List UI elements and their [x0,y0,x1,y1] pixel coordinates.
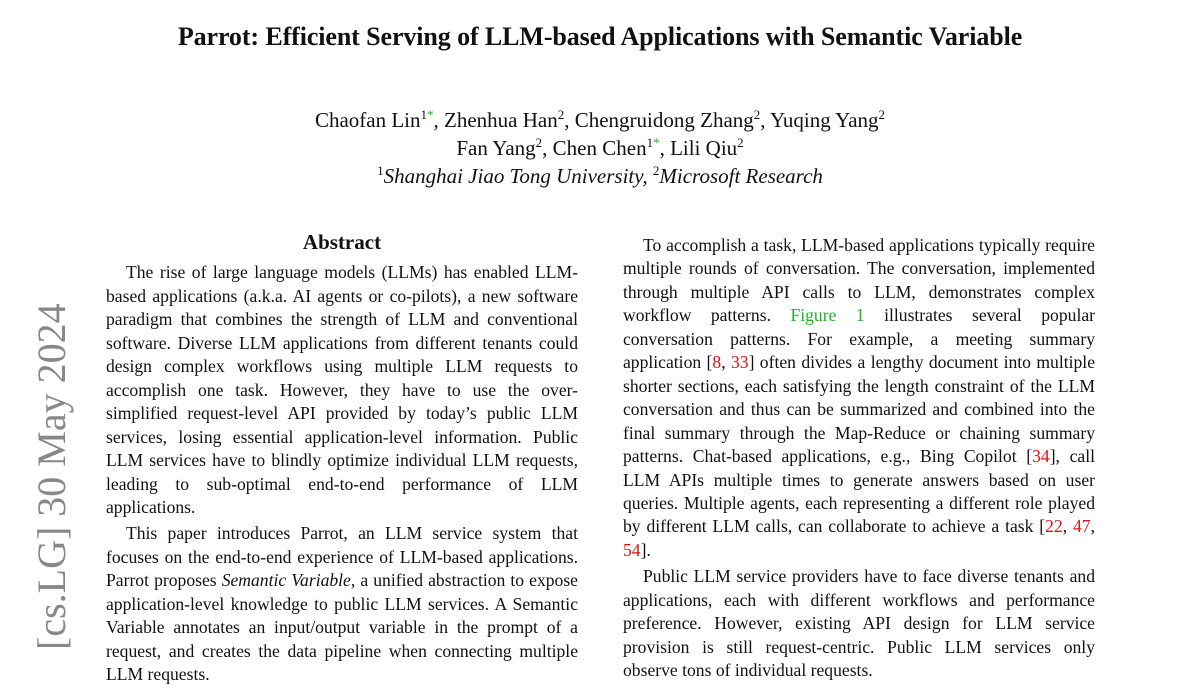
authors-line-2 [0,134,1200,162]
figure-link[interactable]: Figure 1 [790,305,865,326]
affiliation-name: Microsoft Research [659,164,823,188]
citation-link[interactable]: 8 [712,352,722,373]
right-column [623,234,1095,686]
affiliations [0,162,1200,190]
text-run: ]. [640,539,651,560]
arxiv-stamp: [cs.LG] 30 May 2024 [29,303,74,650]
text-run: The rise of large language models (LLMs) has enabled LLM-based applications (a.k.a. AI agents or co-pilots), a new software paradigm that combines the strength of LLM and conventional software. Diverse LLM applications from different tenants could design complex workflows using multiple LLM requests to accomplish one task. However, they have to use the over-simplified request-level API provided by today’s public LLM services, losing essential application-level information. Public LLM services have to blindly optimize individual LLM requests, leading to sub-optimal end-to-end performance of LLM applications. [106,262,578,517]
author-separator: , [542,136,553,160]
corresponding-author-mark: * [427,107,434,122]
paragraph [106,261,578,519]
affiliation-name: Shanghai Jiao Tong University, [383,164,648,188]
left-column [106,231,578,690]
text-run: Public LLM service providers have to face diverse tenants and applications, each with different workflows and performance preference. However, existing API design for LLM service provision is still request-centric. Public LLM services only observe tons of individual requests. [623,566,1095,681]
author-separator: , [659,136,671,160]
author-name: Chen Chen [552,136,647,160]
authors-line-1 [0,106,1200,134]
text-run: , [721,352,731,373]
text-run: illustrates several popular conversation patterns. For example, a meeting summary application [ [623,305,1095,373]
author-separator: , [760,108,771,132]
paper-title: Parrot: Efficient Serving of LLM-based Applications with Semantic Variable [177,22,1023,51]
author-name: Fan Yang [456,136,536,160]
author-name: Chaofan Lin [314,108,421,132]
author-name: Lili Qiu [670,136,738,160]
citation-link[interactable]: 47 [1073,516,1091,537]
author-separator: , [433,108,444,132]
author-affiliation-mark: 2 [753,107,761,122]
text-run: , [1090,516,1096,537]
author-affiliation-mark: 2 [878,107,886,122]
author-affiliation-mark: 1 [420,107,427,122]
text-run: To accomplish a task, LLM-based applications typically require multiple rounds of conversation. The conversation, implemented through multiple API calls to LLM, demonstrates complex workflow patterns. [623,235,1095,326]
author-separator: , [564,108,575,132]
affiliation-mark: 2 [652,163,660,178]
paragraph [106,522,578,686]
introduction-body [623,234,1095,683]
author-name: Chengruidong Zhang [574,108,754,132]
citation-link[interactable]: 34 [1032,446,1050,467]
text-run: This paper introduces Parrot, an LLM service system that focuses on the end-to-end experience of LLM-based applications. Parrot proposes [106,523,578,591]
abstract-heading: Abstract [302,230,382,254]
author-name: Zhenhua Han [444,108,558,132]
paragraph [623,234,1095,562]
author-affiliation-mark: 2 [557,107,565,122]
affiliation-mark: 1 [377,163,384,178]
text-run: ], call LLM APIs multiple times to generate answers based on user queries. Multiple agents, each representing a different role played by different LLM calls, can collaborate to achieve a task [ [623,446,1095,537]
author-affiliation-mark: 2 [535,135,543,150]
paragraph [623,565,1095,682]
author-name: Yuqing Yang [770,108,879,132]
text-run: , a unified abstraction to expose application-level knowledge to public LLM services. A Semantic Variable annotates an input/output variable in the prompt of a request, and creates the data pipeline when connecting multiple LLM requests. [106,570,578,685]
corresponding-author-mark: * [653,135,660,150]
author-block [0,106,1200,190]
citation-link[interactable]: 22 [1045,516,1063,537]
abstract-body [106,261,578,686]
emphasized-term: Semantic Variable [221,570,351,591]
author-affiliation-mark: 1 [646,135,654,150]
citation-link[interactable]: 33 [730,352,749,373]
citation-link[interactable]: 54 [623,539,641,560]
author-affiliation-mark: 2 [737,135,744,150]
text-run: ] often divides a lengthy document into multiple shorter sections, each satisfying the length constraint of the LLM conversation and thus can be summarized and combined into the final summary through the Map-Reduce or chaining summary patterns. Chat-based applications, e.g., Bing Copilot [ [623,352,1095,467]
text-run: , [1062,516,1074,537]
